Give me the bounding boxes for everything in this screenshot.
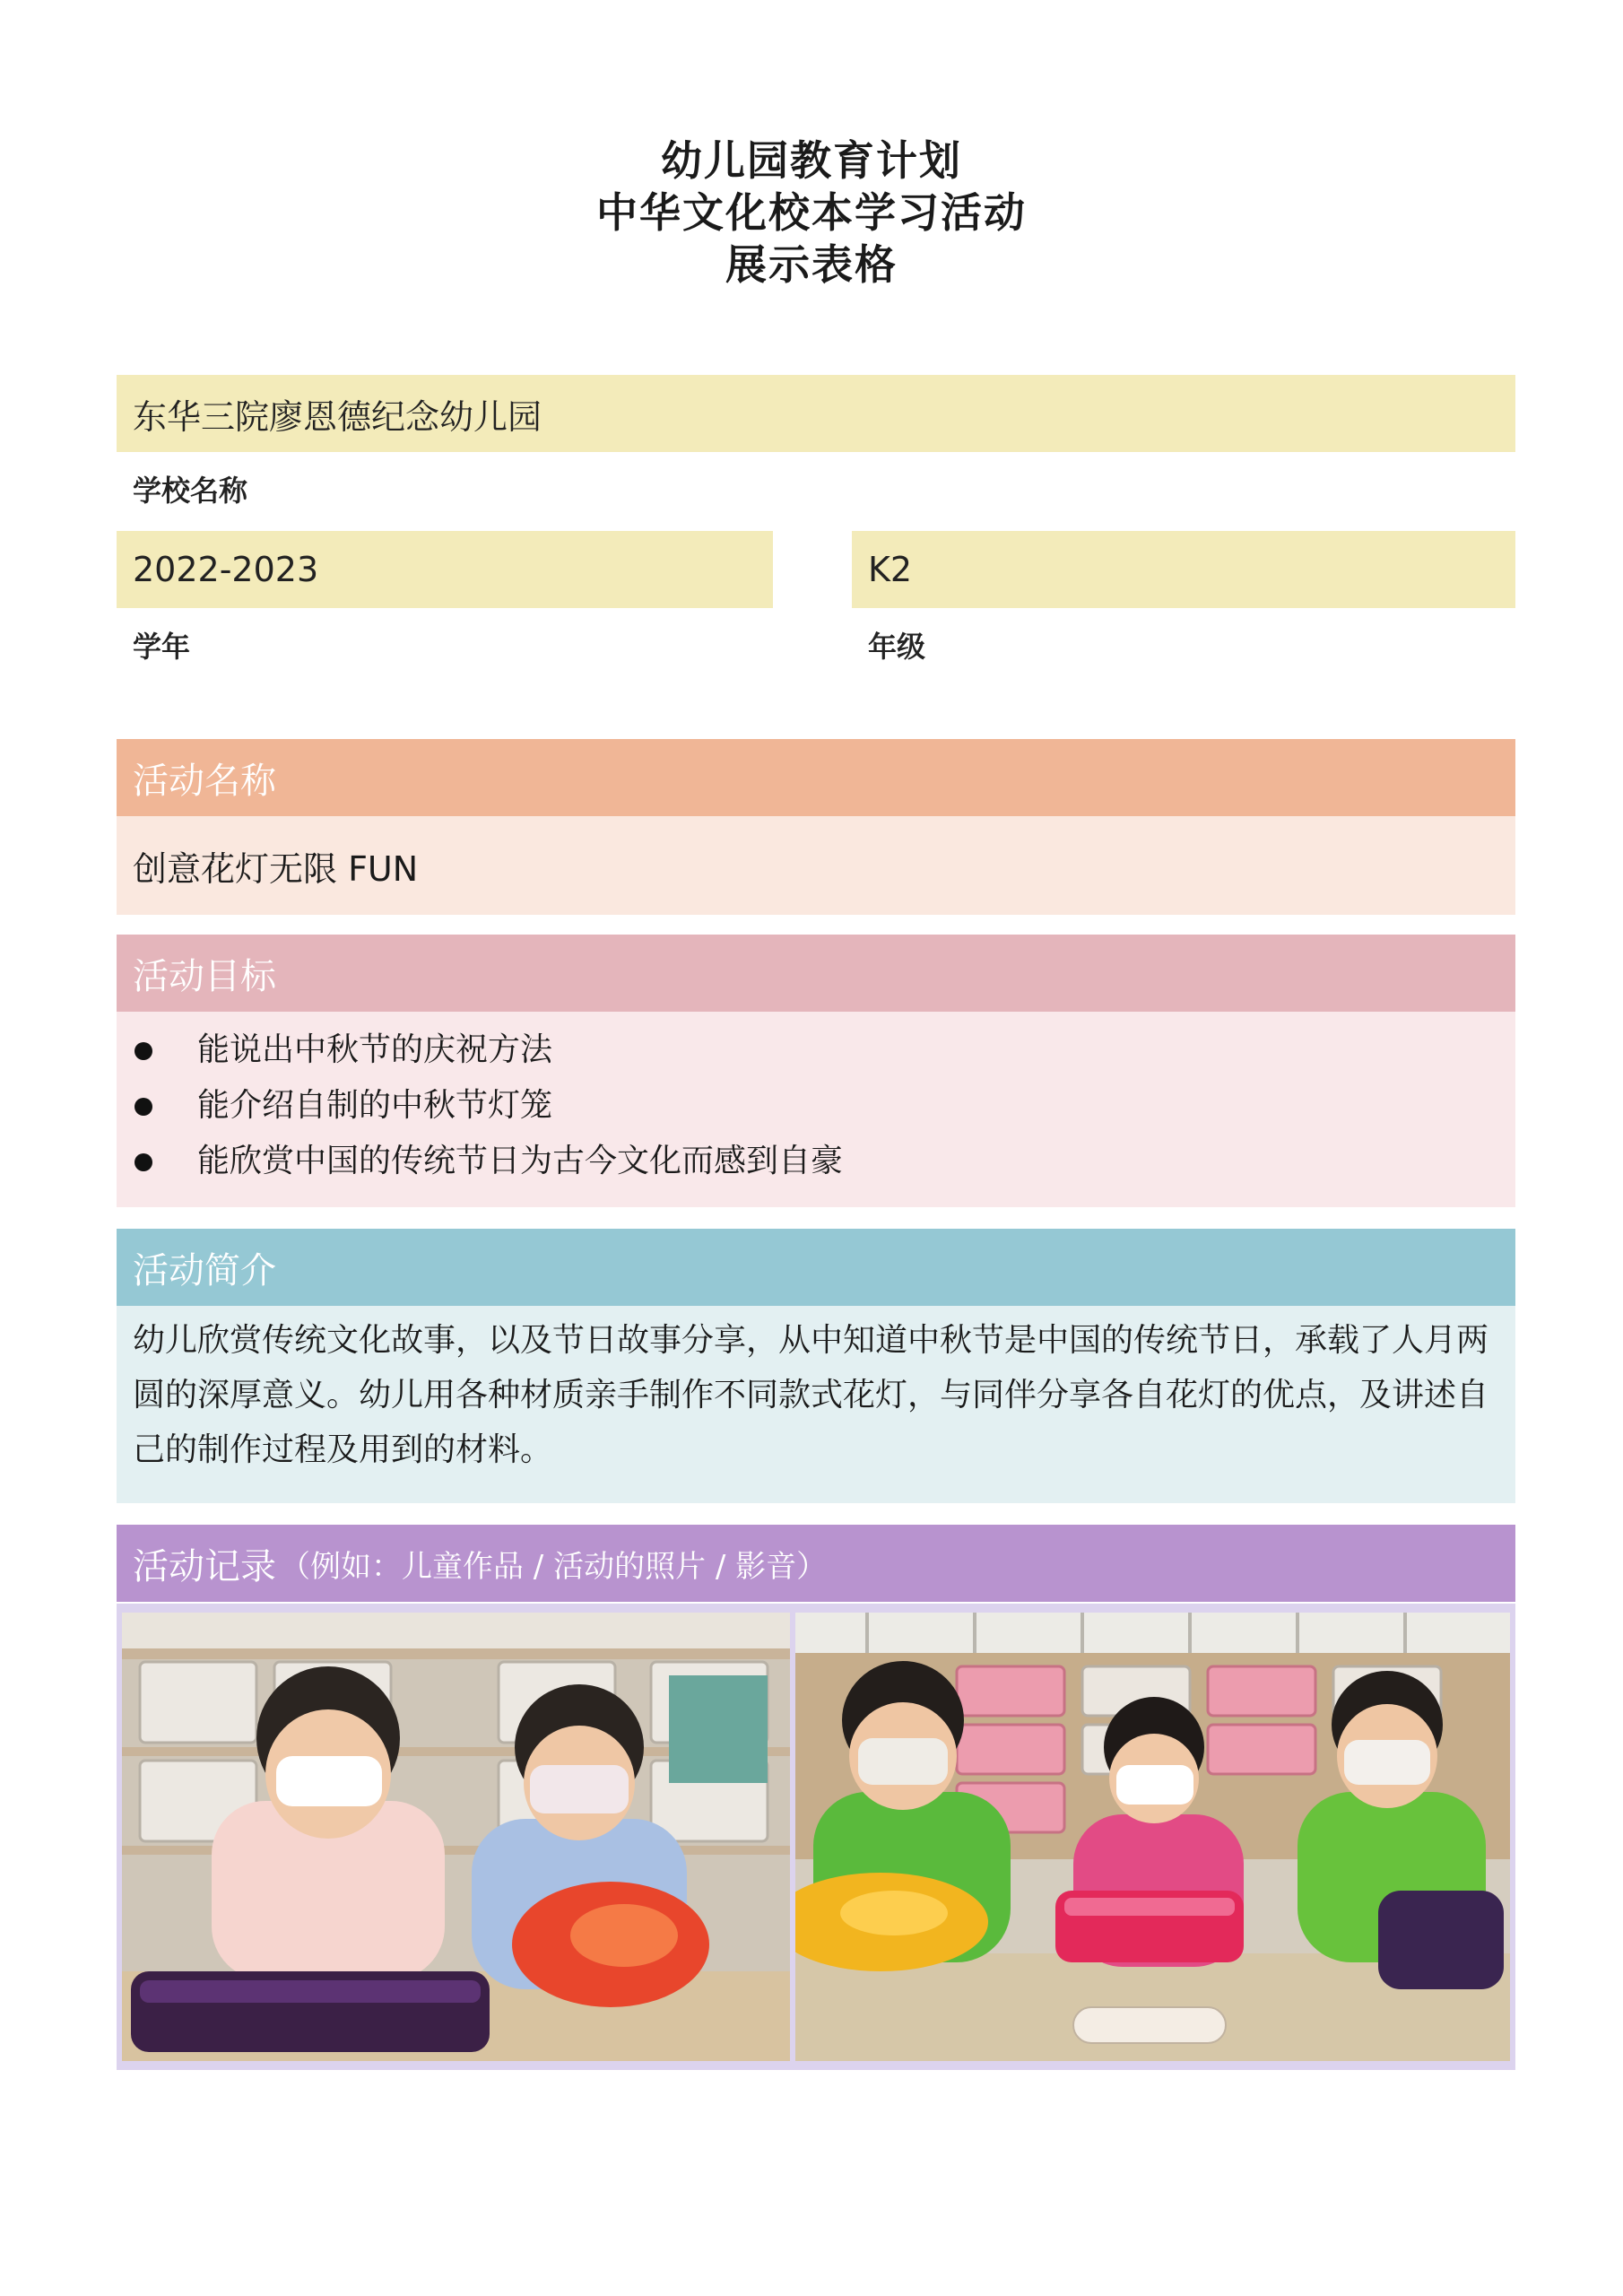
activity-photo-2 — [795, 1613, 1510, 2061]
bullet-icon — [135, 1042, 152, 1060]
activity-intro-text: 幼儿欣赏传统文化故事，以及节日故事分享，从中知道中秋节是中国的传统节日，承载了人月两圆的深厚意义。幼儿用各种材质亲手制作不同款式花灯，与同伴分享各自花灯的优点，及讲述自己的制作过程及用到的材料。 — [133, 1322, 1489, 1468]
school-year-field: 2022-2023 — [117, 531, 773, 608]
goal-item — [133, 1134, 1515, 1189]
bullet-icon — [135, 1153, 152, 1171]
activity-record-heading — [117, 1525, 1515, 1602]
activity-goals-heading-text: 活动目标 — [133, 955, 276, 997]
activity-name-heading-text: 活动名称 — [133, 760, 276, 802]
activity-name-value: 创意花灯无限 FUN — [133, 848, 419, 889]
title-line-1: 幼儿园教育计划 — [661, 136, 962, 185]
document-title — [0, 135, 1623, 291]
goal-item — [133, 1022, 1515, 1078]
activity-intro-heading-text: 活动简介 — [133, 1249, 276, 1292]
activity-photo-1 — [122, 1613, 790, 2061]
activity-photos — [117, 1604, 1515, 2070]
activity-goals-body — [117, 1012, 1515, 1207]
activity-name-body — [117, 816, 1515, 915]
school-name-label: 学校名称 — [133, 474, 248, 508]
goal-text: 能欣赏中国的传统节日为古今文化而感到自豪 — [197, 1143, 844, 1179]
goal-item — [133, 1078, 1515, 1134]
school-name-field: 东华三院廖恩德纪念幼儿园 — [117, 375, 1515, 452]
goal-text: 能介绍自制的中秋节灯笼 — [197, 1087, 553, 1124]
title-line-3: 展示表格 — [725, 240, 898, 289]
goal-text: 能说出中秋节的庆祝方法 — [197, 1031, 553, 1068]
grade-field: K2 — [852, 531, 1515, 608]
activity-name-heading — [117, 739, 1515, 816]
grade-label: 年级 — [868, 630, 926, 664]
bullet-icon — [135, 1098, 152, 1116]
activity-goals-heading — [117, 935, 1515, 1012]
title-line-2: 中华文化校本学习活动 — [596, 188, 1027, 237]
activity-record-subheading: （例如：儿童作品 / 活动的照片 / 影音） — [280, 1548, 828, 1585]
goals-list — [133, 1022, 1515, 1189]
school-year-label: 学年 — [133, 630, 191, 664]
activity-record-heading-text: 活动记录 — [133, 1545, 276, 1587]
activity-intro-body — [117, 1306, 1515, 1503]
activity-intro-heading — [117, 1229, 1515, 1306]
